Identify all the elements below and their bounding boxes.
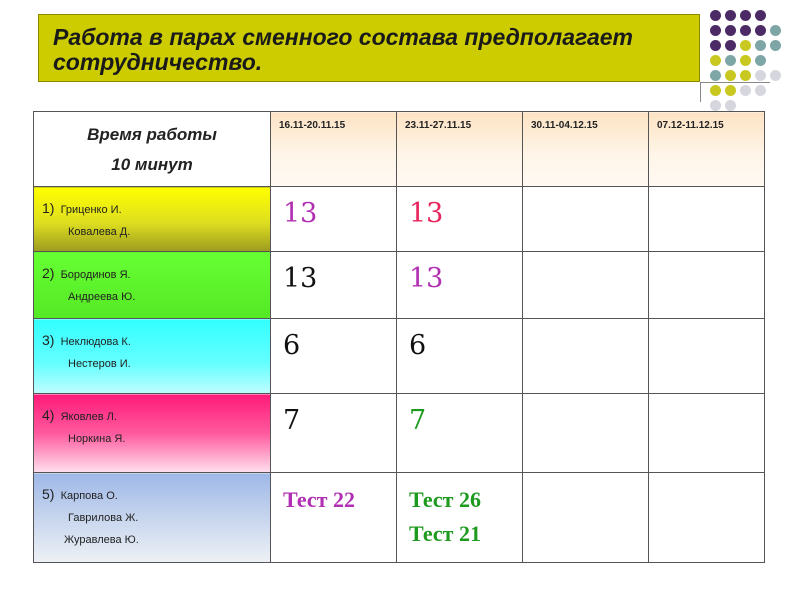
pair-name <box>42 428 270 450</box>
person-name: Андреева Ю. <box>68 291 136 303</box>
score-cell <box>523 473 649 563</box>
title-line-1: Работа в парах сменного состава предполагает <box>53 24 634 50</box>
header-label-line-2: 10 минут <box>111 155 193 174</box>
score-value: 13 <box>283 263 318 294</box>
schedule-table <box>33 111 765 563</box>
score-cell <box>271 319 397 394</box>
decor-dot <box>755 25 766 36</box>
score-value: 13 <box>409 198 444 229</box>
pair-names-cell <box>34 187 271 252</box>
person-name: Неклюдова К. <box>60 336 131 348</box>
pair-name <box>42 507 270 529</box>
decor-dot <box>710 10 721 21</box>
score-cell <box>523 394 649 473</box>
table-row <box>34 319 765 394</box>
header-date-4: 07.12-11.12.15 <box>649 112 765 187</box>
decor-dot <box>710 100 721 111</box>
decor-dot <box>725 40 736 51</box>
score-value: Тест 26 <box>409 487 481 512</box>
person-name: Бородинов Я. <box>60 269 131 281</box>
decor-dot <box>770 40 781 51</box>
header-date-1: 16.11-20.11.15 <box>271 112 397 187</box>
decor-dot <box>770 25 781 36</box>
decor-dot <box>770 70 781 81</box>
table-row <box>34 473 765 563</box>
decor-dot <box>740 55 751 66</box>
person-name: Журавлева Ю. <box>64 534 139 546</box>
decor-dot <box>710 85 721 96</box>
pair-number: 5) <box>42 486 55 502</box>
score-cell <box>649 187 765 252</box>
header-row <box>34 112 765 187</box>
header-date-2: 23.11-27.11.15 <box>397 112 523 187</box>
decor-dot <box>725 70 736 81</box>
person-name: Яковлев Л. <box>60 411 117 423</box>
score-cell <box>397 394 523 473</box>
header-label-cell <box>34 112 271 187</box>
table-row <box>34 252 765 319</box>
pair-number: 4) <box>42 407 55 423</box>
decor-dot <box>725 55 736 66</box>
pair-number: 1) <box>42 200 55 216</box>
score-cell <box>397 319 523 394</box>
pair-name <box>42 286 270 308</box>
score-value: 6 <box>283 330 301 361</box>
score-cell <box>649 252 765 319</box>
table-row <box>34 187 765 252</box>
table-row <box>34 394 765 473</box>
decor-dot <box>755 70 766 81</box>
decor-line-vertical <box>700 82 701 102</box>
decor-dot <box>725 100 736 111</box>
pair-names-cell <box>34 394 271 473</box>
decor-dot <box>725 85 736 96</box>
score-cell <box>397 252 523 319</box>
decor-dot <box>740 10 751 21</box>
pair-number: 3) <box>42 332 55 348</box>
score-cell <box>271 252 397 319</box>
score-value: 7 <box>283 405 301 436</box>
decor-dot <box>740 25 751 36</box>
title-line-2: сотрудничество. <box>53 49 263 75</box>
score-cell <box>523 252 649 319</box>
header-date-3: 30.11-04.12.15 <box>523 112 649 187</box>
score-cell <box>271 394 397 473</box>
decor-dot <box>755 40 766 51</box>
score-value: 7 <box>409 405 427 436</box>
decor-dot <box>740 40 751 51</box>
score-cell <box>523 319 649 394</box>
person-name: Норкина Я. <box>68 433 126 445</box>
score-value: 13 <box>283 198 318 229</box>
pair-name <box>42 329 270 353</box>
pair-name <box>42 221 270 243</box>
pair-name <box>42 197 270 221</box>
decor-dot <box>710 55 721 66</box>
decor-dot <box>710 40 721 51</box>
person-name: Карпова О. <box>60 490 118 502</box>
decor-line-horizontal <box>700 82 770 83</box>
score-value: 6 <box>409 330 427 361</box>
decor-dot <box>740 85 751 96</box>
score-cell <box>397 187 523 252</box>
decor-dot <box>740 70 751 81</box>
pair-name <box>42 529 270 551</box>
pair-number: 2) <box>42 265 55 281</box>
score-cell <box>523 187 649 252</box>
score-value: 13 <box>409 263 444 294</box>
slide-title <box>38 14 700 82</box>
score-cell <box>397 473 523 563</box>
score-cell <box>271 187 397 252</box>
pair-names-cell <box>34 473 271 563</box>
decor-dot <box>725 10 736 21</box>
person-name: Ковалева Д. <box>68 226 131 238</box>
pair-name <box>42 353 270 375</box>
score-value: Тест 21 <box>409 521 481 546</box>
pair-name <box>42 483 270 507</box>
score-value: Тест 22 <box>283 487 355 512</box>
decor-dot <box>755 10 766 21</box>
score-cell <box>649 473 765 563</box>
person-name: Гаврилова Ж. <box>68 512 139 524</box>
pair-names-cell <box>34 252 271 319</box>
person-name: Нестеров И. <box>68 358 131 370</box>
pair-name <box>42 404 270 428</box>
decor-dot <box>755 55 766 66</box>
decor-dot <box>725 25 736 36</box>
person-name: Гриценко И. <box>60 204 122 216</box>
pair-names-cell <box>34 319 271 394</box>
score-cell <box>649 394 765 473</box>
pair-name <box>42 262 270 286</box>
header-label-line-1: Время работы <box>87 125 217 144</box>
score-cell <box>649 319 765 394</box>
decor-dot <box>755 85 766 96</box>
decor-dot <box>710 25 721 36</box>
score-cell <box>271 473 397 563</box>
decor-dot <box>710 70 721 81</box>
